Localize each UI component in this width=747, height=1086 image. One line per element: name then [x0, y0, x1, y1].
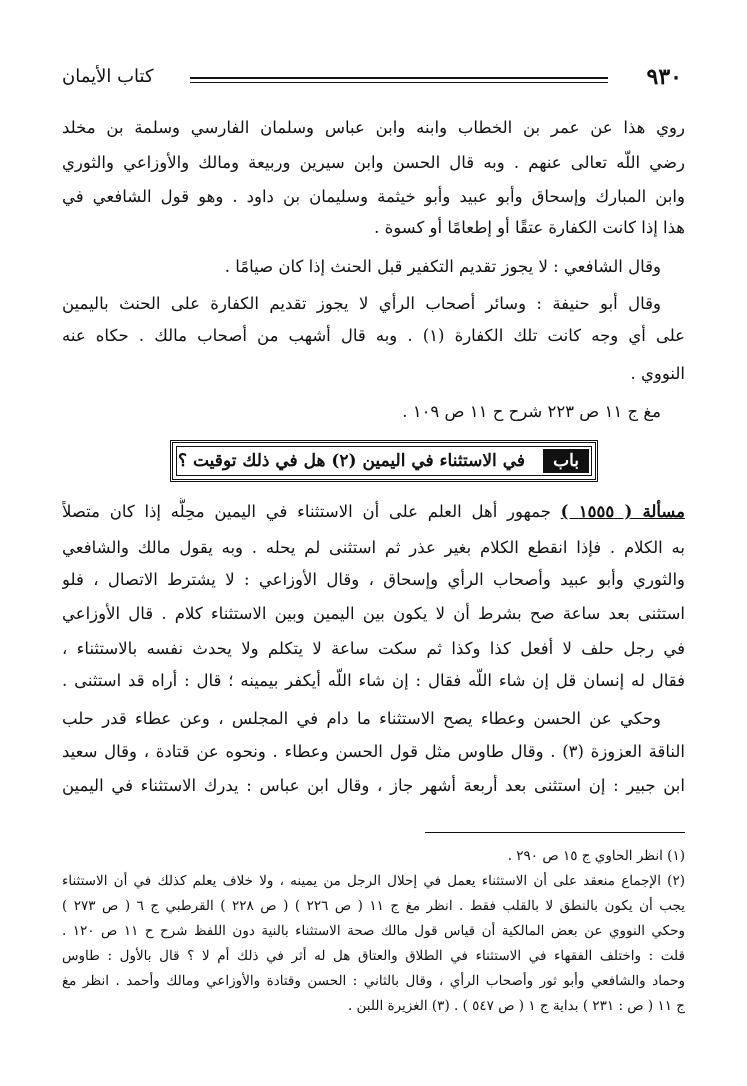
- issue-text: جمهور أهل العلم على أن الاستثناء في اليمين محِلُّه إذا كان متصلاً: [62, 502, 551, 521]
- body-line: والثوري وأبو عبيد وأصحاب الرأي وإسحاق ، وقال الأوزاعي : لا يشترط الاتصال ، فلو: [62, 570, 685, 589]
- body-line: وقال الشافعي : لا يجوز تقديم التكفير قبل الحنث إذا كان صيامًا .: [224, 257, 661, 276]
- footnote-line: يجب أن يكون بالنطق لا بالقلب فقط . انظر مغ ج ١١ ( ص ٢٢٦ ) ( ص ٢٢٨ ) القرطبي ج ٦ ( ص ٢٧٣ ): [62, 898, 685, 914]
- footnote-line: قلت : واختلف الفقهاء في الاستثناء في الطلاق والعتاق هل له أثر في ذلك أم لا ؟ قال بالأول : طاوس: [62, 948, 685, 964]
- body-line: على أي وجه كانت تلك الكفارة (١) . وبه قال أشهب من أصحاب مالك . حكاه عنه: [62, 326, 685, 345]
- body-line: هذا إذا كانت الكفارة عتقًا أو إطعامًا أو كسوة .: [374, 218, 685, 237]
- body-line: به الكلام . فإذا انقطع الكلام بغير عذر ثم استثنى لم يحله . وبه يقول مالك والشافعي: [62, 538, 685, 557]
- footnote-line: (١) انظر الحاوي ج ١٥ ص ٢٩٠ .: [507, 848, 685, 864]
- body-line: استثنى بعد ساعة صح بشرط أن لا يكون بين اليمين وبين الاستثناء كلام . قال الأوزاعي: [62, 604, 685, 623]
- running-header: [62, 64, 682, 94]
- footnote-line: ج ١١ ( ص : ٢٣١ ) بداية ج ١ ( ص ٥٤٧ ) . (٣) الغزيرة اللبن .: [347, 998, 685, 1014]
- footnote-line: وحماد والشافعي وأبو ثور وأصحاب الرأي ، وقال بالثاني : الحسن وقتادة والأوزاعي ومالك وأحمد . انظر مغ: [62, 973, 685, 989]
- book-title: كتاب الأيمان: [62, 66, 154, 87]
- footnote-line: وحكي النووي عن بعض المالكية أن قياس قول مالك صحة الاستثناء بالنية دون اللفظ شرح ح ١١ ص ١٢٠ .: [62, 923, 685, 939]
- body-line: فقال له إنسان قل إن شاء اللّه فقال : إن شاء اللّه أيكفر بيمينه ؛ قال : أراه قد استثنى .: [62, 671, 685, 690]
- body-line: روي هذا عن عمر بن الخطاب وابنه وابن عباس وسلمان الفارسي وسلمة بن مخلد: [62, 118, 685, 137]
- body-line: في رجل حلف لا أفعل كذا وكذا ثم سكت ساعة لا يتكلم ولا يحدث نفسه بالاستثناء ،: [62, 639, 685, 658]
- footnote-separator: [425, 832, 685, 833]
- body-line: الناقة العزوزة (٣) . وقال طاوس مثل قول الحسن وعطاء . ونحوه عن قتادة ، وقال سعيد: [62, 742, 685, 761]
- issue-label: مسألة ( ١٥٥٥ ): [560, 502, 685, 521]
- page-number: ٩٣٠: [646, 64, 682, 90]
- header-rule: [190, 77, 608, 83]
- body-line: وابن المبارك وإسحاق وأبو عبيد وأبو خيثمة وسليمان بن داود . وهو قول الشافعي في: [62, 187, 685, 206]
- footnote-line: (٢) الإجماع منعقد على أن الاستثناء يعمل في إحلال الرجل من يمينه ، ولا خلاف يعلم كذلك في أن الاستثناء: [62, 873, 685, 889]
- chapter-heading: [170, 440, 598, 482]
- issue-first-line: [62, 498, 685, 526]
- body-line: ابن جبير : إن استثنى بعد أربعة أشهر جاز ، وقال ابن عباس : يدرك الاستثناء في اليمين: [62, 776, 685, 795]
- source-reference: مغ ج ١١ ص ٢٢٣ شرح ح ١١ ص ١٠٩ .: [402, 402, 661, 421]
- chapter-title: في الاستثناء في اليمين (٢) هل في ذلك توقيت ؟: [178, 451, 525, 471]
- body-line: رضي اللّه تعالى عنهم . وبه قال الحسن وابن سيرين وربيعة ومالك والأوزاعي والثوري: [62, 153, 685, 172]
- body-line: وقال أبو حنيفة : وسائر أصحاب الرأي لا يجوز تقديم الكفارة على الحنث باليمين: [62, 294, 661, 313]
- body-line: وحكي عن الحسن وعطاء يصح الاستثناء ما دام في المجلس ، وعن عطاء قدر حلب: [62, 709, 661, 728]
- body-line: النووي .: [630, 364, 685, 383]
- chapter-label: باب: [543, 449, 589, 473]
